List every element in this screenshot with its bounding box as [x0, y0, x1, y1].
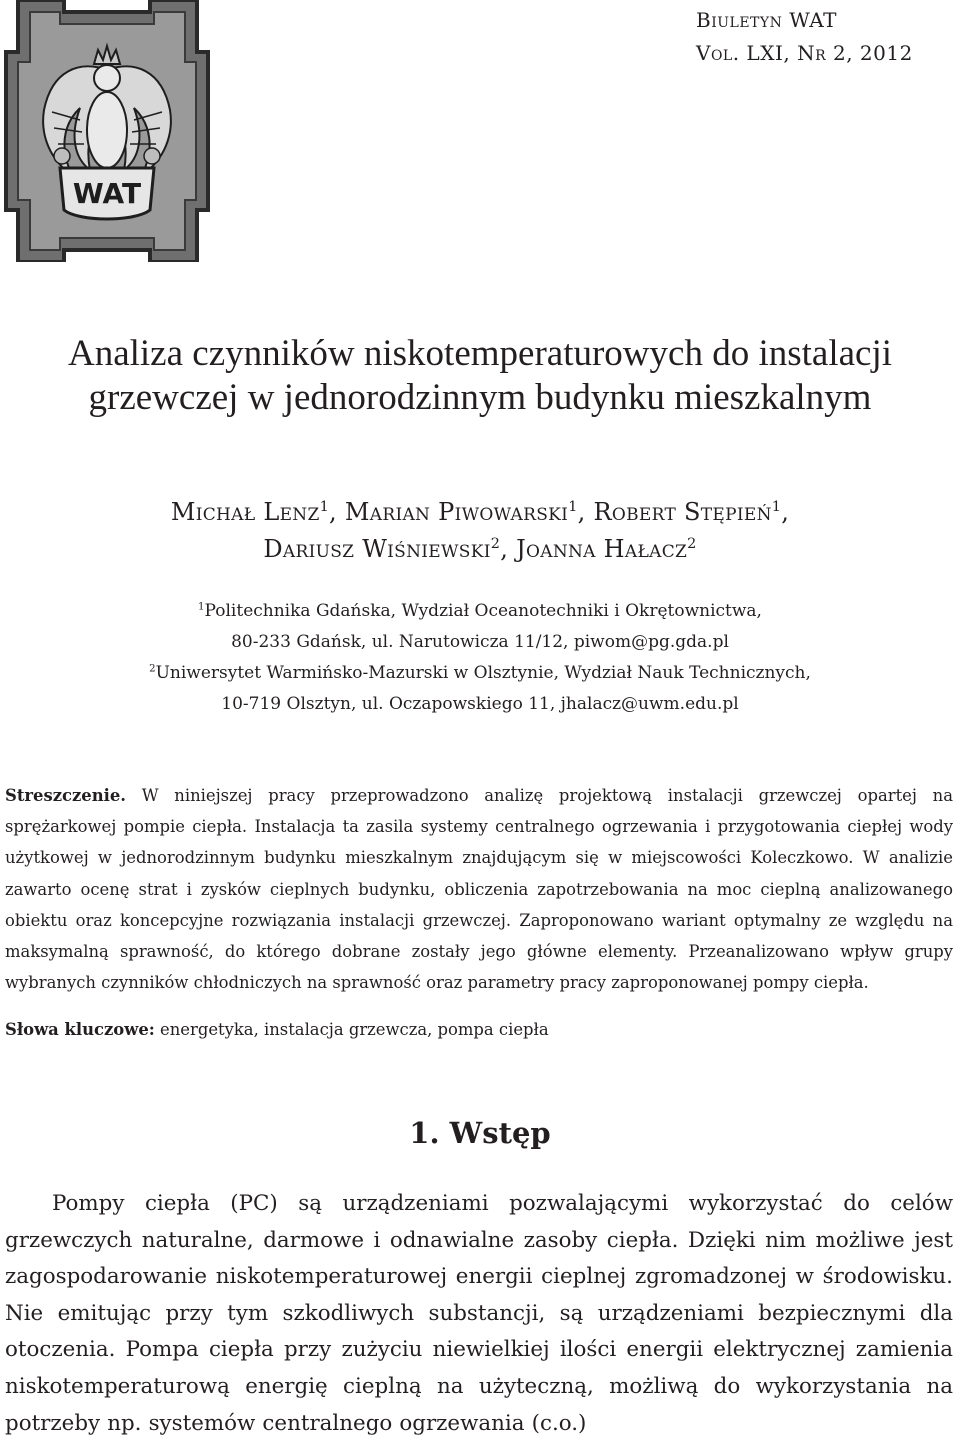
abstract-label: Streszczenie. — [5, 786, 127, 805]
author-affiliation-sup: 2 — [687, 536, 697, 552]
affiliation-item — [0, 596, 960, 658]
author-affiliation-sup: 1 — [568, 499, 578, 515]
author-list — [0, 494, 960, 568]
author-name: Dariusz Wiśniewski — [263, 535, 491, 563]
wat-logo — [0, 0, 215, 262]
wat-eagle-crest-icon — [0, 0, 215, 262]
author-separator: , — [781, 498, 790, 526]
journal-header — [696, 4, 913, 70]
author-affiliation-sup: 1 — [319, 499, 330, 515]
author-name: Michał Lenz — [170, 498, 320, 526]
intro-paragraph: Pompy ciepła (PC) są urządzeniami pozwalającymi wykorzystać do celów grzewczych naturalne, darmowe i odnawialne zasoby ciepła. Dzięki nim możliwe jest zagospodarowanie niskotemperaturowej energii cieplnej zgromadzonej w środowisku. Nie emitując przy tym szkodliwych substancji, są urządzeniami bezpiecznymi dla otoczenia. Pompa ciepła przy zużyciu niewielkiej ilości energii elektrycznej zamienia niskotemperaturową energię cieplną na użyteczną, możliwą do wykorzystania na potrzeby np. systemów centralnego ogrzewania (c.o.) — [5, 1191, 953, 1436]
author-name: Marian Piwowarski — [344, 498, 569, 526]
author-separator: , — [577, 498, 594, 526]
affiliation-item — [0, 658, 960, 720]
paper-title-line2: grzewczej w jednorodzinnym budynku mieszkalnym — [88, 377, 872, 418]
affiliation-line: Politechnika Gdańska, Wydział Oceanotechniki i Okrętownictwa, — [204, 601, 762, 621]
affiliation-sup: 1 — [198, 601, 205, 613]
author-name: Robert Stępień — [593, 498, 772, 526]
abstract — [5, 780, 953, 998]
abstract-text: W niniejszej pracy przeprowadzono analizę projektową instalacji grzewczej opartej na sprężarkowej pompie ciepła. Instalacja ta zasila systemy centralnego ogrzewania i przygotowania ciepłej wody użytkowej w jednorodzinnym budynku mieszkalnym znajdującym się w miejscowości Koleczkowo. W analizie zawarto ocenę strat i zysków cieplnych budynku, obliczenia zapotrzebowania na moc cieplną analizowanego obiektu oraz koncepcyjne rozwiązania instalacji grzewczej. Zaproponowano wariant optymalny ze względu na maksymalną sprawność, do którego dobrane zostały jego główne elementy. Przeanalizowano wpływ grupy wybranych czynników chłodniczych na sprawność oraz parametry pracy zaproponowanej pompy ciepła. — [5, 786, 953, 993]
author-separator: , — [500, 535, 517, 563]
wat-logo-text: WAT — [72, 177, 142, 210]
affiliation-line: Uniwersytet Warmińsko-Mazurski w Olsztynie, Wydział Nauk Technicznych, — [155, 663, 811, 683]
keywords-label: Słowa kluczowe: — [5, 1020, 155, 1039]
journal-volume: Vol. LXI, Nr 2, 2012 — [696, 41, 913, 65]
affiliation-list — [0, 596, 960, 720]
author-separator: , — [329, 498, 345, 526]
author-affiliation-sup: 1 — [771, 499, 782, 515]
author-affiliation-sup: 2 — [490, 536, 501, 552]
affiliation-sup: 2 — [149, 663, 156, 675]
author-name: Joanna Hałacz — [516, 535, 688, 563]
affiliation-line: 10-719 Olsztyn, ul. Oczapowskiego 11, jhalacz@uwm.edu.pl — [221, 694, 739, 714]
keywords-text: energetyka, instalacja grzewcza, pompa ciepła — [160, 1020, 549, 1039]
paper-title-line1: Analiza czynników niskotemperaturowych do instalacji — [67, 333, 893, 374]
journal-name: Biuletyn WAT — [696, 8, 837, 32]
affiliation-line: 80-233 Gdańsk, ul. Narutowicza 11/12, piwom@pg.gda.pl — [231, 632, 729, 652]
paper-title — [0, 332, 960, 420]
keywords — [5, 1014, 953, 1045]
section-heading: 1. Wstęp — [409, 1116, 551, 1150]
